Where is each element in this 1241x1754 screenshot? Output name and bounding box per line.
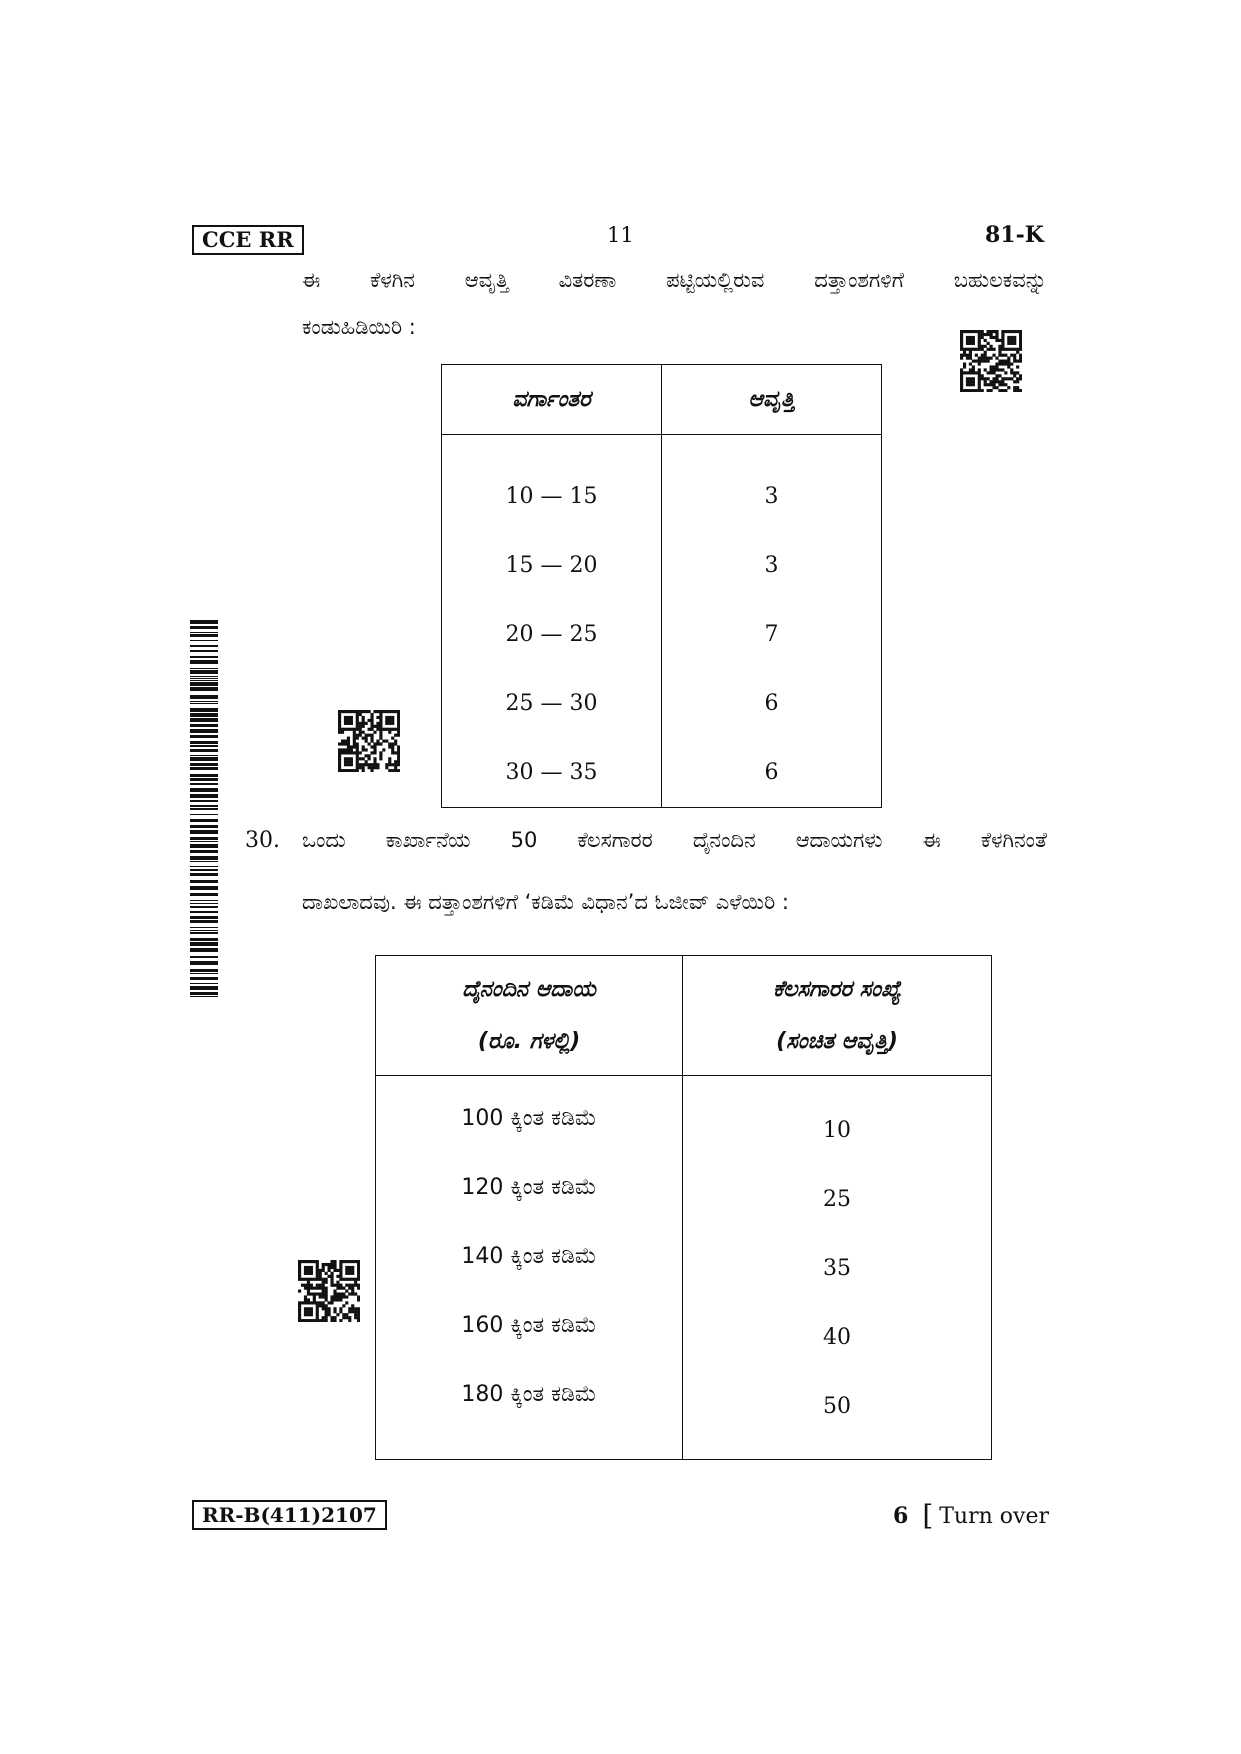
- q30-workers-cell: 35: [823, 1256, 851, 1281]
- q30-word: ಆದಾಯಗಳು: [795, 828, 883, 852]
- q30-income-unit: (ರೂ. ಗಳಲ್ಲಿ): [477, 1028, 581, 1054]
- q29-word: ಪಟ್ಟಿಯಲ್ಲಿರುವ: [666, 268, 765, 292]
- q29-word: ದತ್ತಾಂಶಗಳಿಗೆ: [814, 268, 904, 292]
- q30-word: ಒಂದು: [302, 828, 346, 852]
- q30-workers-subheader: (ಸಂಚಿತ ಆವೃತ್ತಿ): [776, 1028, 898, 1054]
- q29-freq-cell: 3: [764, 553, 779, 578]
- q30-income-cell: 100 ಕ್ಕಿಂತ ಕಡಿಮೆ: [461, 1106, 597, 1131]
- q30-word: ಕೆಲಸಗಾರರ: [577, 828, 653, 852]
- paper-code: 81-K: [985, 222, 1044, 248]
- qr-code-icon: [960, 330, 1022, 392]
- q29-class-cell: 20 — 25: [505, 622, 598, 647]
- q30-workers-cell: 50: [823, 1394, 851, 1419]
- turn-over-label: [893, 1497, 1049, 1530]
- q29-class-cell: 25 — 30: [505, 691, 598, 716]
- q29-class-column: [442, 462, 661, 807]
- q30-income-cell: 140 ಕ್ಕಿಂತ ಕಡಿಮೆ: [461, 1244, 597, 1269]
- q29-freq-cell: 7: [764, 622, 779, 647]
- q29-class-cell: 30 — 35: [505, 760, 598, 785]
- q30-workers-cell: 25: [823, 1187, 851, 1212]
- q29-word: ಬಹುಲಕವನ್ನು: [953, 268, 1047, 292]
- q30-workers-cell: 40: [823, 1325, 851, 1350]
- q30-income-header: ದೈನಂದಿನ ಆದಾಯ: [462, 976, 596, 1002]
- q30-word: ದೈನಂದಿನ: [692, 828, 756, 852]
- q30-number: 30.: [245, 828, 280, 853]
- q29-line1: [302, 268, 1047, 293]
- q29-freq-cell: 6: [764, 760, 779, 785]
- q29-word: ಆವೃತ್ತಿ: [464, 268, 509, 292]
- q29-word: ಈ: [302, 268, 321, 292]
- footer-code-box: [192, 1500, 387, 1530]
- q29-class-cell: 15 — 20: [505, 553, 598, 578]
- q29-freq-column: [662, 462, 881, 807]
- qr-code-icon: [298, 1260, 360, 1322]
- q30-word: 50: [510, 828, 538, 852]
- q30-line1: [302, 828, 1047, 853]
- q30-income-cell: 120 ಕ್ಕಿಂತ ಕಡಿಮೆ: [461, 1175, 597, 1200]
- q30-word: ಕೆಳಗಿನಂತೆ: [980, 828, 1047, 852]
- footer-code: RR-B(411)2107: [202, 1503, 377, 1527]
- exam-code: CCE RR: [202, 227, 294, 252]
- q29-freq-cell: 6: [764, 691, 779, 716]
- bracket-glyph: [: [922, 1499, 934, 1532]
- q30-workers-cell: 10: [823, 1118, 851, 1143]
- q29-word: ವಿತರಣಾ: [558, 268, 617, 292]
- q29-frequency-table: [441, 364, 882, 808]
- exam-code-box: [192, 225, 304, 255]
- q29-class-cell: 10 — 15: [505, 484, 598, 509]
- q30-workers-header: ಕೆಲಸಗಾರರ ಸಂಖ್ಯೆ: [773, 976, 901, 1002]
- q30-income-cell: 160 ಕ್ಕಿಂತ ಕಡಿಮೆ: [461, 1313, 597, 1338]
- q30-line2: ದಾಖಲಾದವು. ಈ ದತ್ತಾಂಶಗಳಿಗೆ ‘ಕಡಿಮೆ ವಿಧಾನ’ದ ಓಜೀವ್ ಎಳೆಯಿರಿ :: [302, 890, 789, 914]
- q29-freq-cell: 3: [764, 484, 779, 509]
- q29-word: ಕೆಳಗಿನ: [370, 268, 415, 292]
- q30-word: ಕಾರ್ಖಾನೆಯ: [385, 828, 471, 852]
- q30-word: ಈ: [922, 828, 941, 852]
- q29-col-freq-header: ಆವೃತ್ತಿ: [662, 365, 882, 435]
- q30-ogive-table: [375, 955, 992, 1460]
- barcode-icon: [190, 620, 218, 1004]
- turn-over-text: Turn over: [939, 1504, 1049, 1529]
- sheet-number: 6: [893, 1503, 909, 1529]
- qr-code-icon: [338, 710, 400, 772]
- q29-line2: ಕಂಡುಹಿಡಿಯಿರಿ :: [302, 315, 416, 339]
- q30-income-column: [376, 1084, 682, 1429]
- page-number: 11: [607, 223, 634, 247]
- q29-col-class-header: ವರ್ಗಾಂತರ: [442, 365, 662, 435]
- q30-workers-column: [683, 1096, 991, 1441]
- q30-income-cell: 180 ಕ್ಕಿಂತ ಕಡಿಮೆ: [461, 1382, 597, 1407]
